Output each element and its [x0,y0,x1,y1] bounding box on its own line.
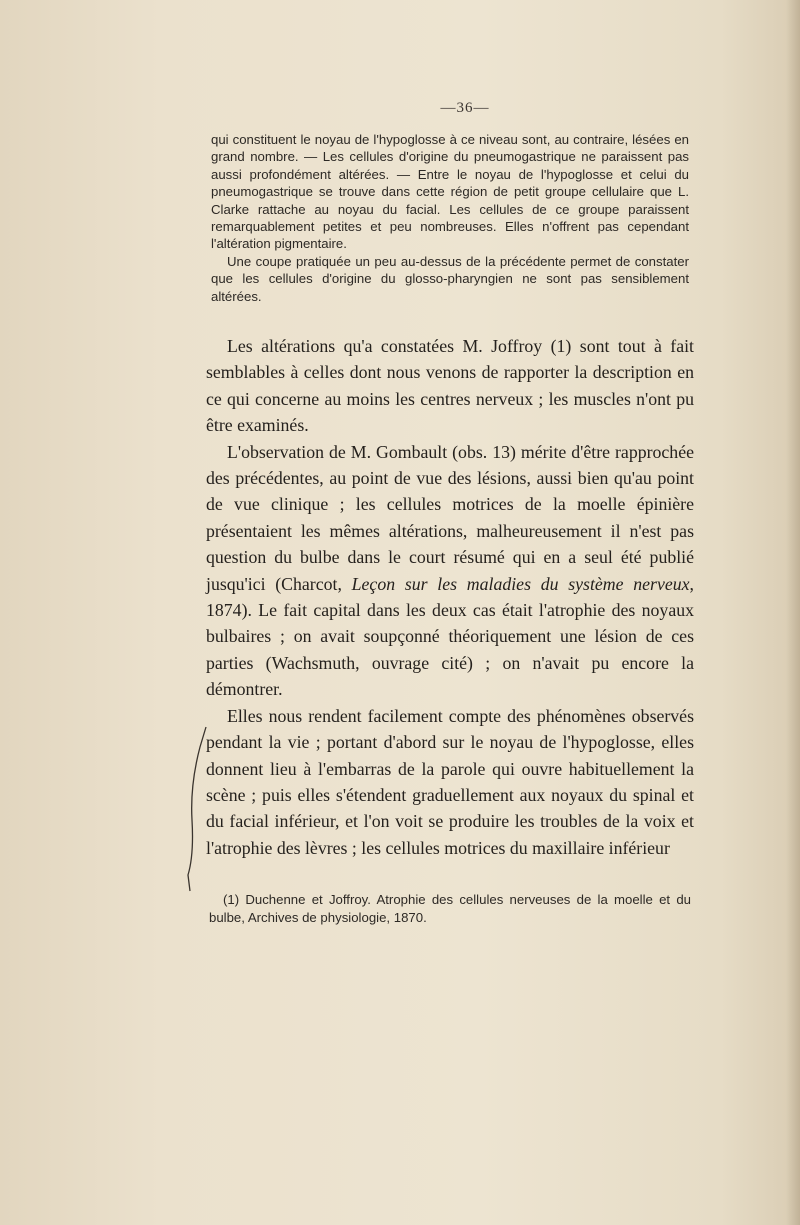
page-spine-shadow [786,0,800,1225]
cited-title: Leçon sur les maladies du système nerveux [351,573,690,594]
body-text: L'observation de M. Gombault (obs. 13) mérite d'être rapprochée des précédentes, au point de vue des lésions, aussi bien qu'au point de vue clinique ; les cellules motrices de la moelle épinière présentaient les mêmes altérations, malheureusement il n'est pas question du bulbe dans le court résumé qui en a seul été publié jusqu'ici (Charcot, [206,441,694,594]
main-text-block [206,333,694,861]
footnote [209,891,691,926]
margin-bracket-mark [186,725,210,895]
body-paragraph [206,439,694,703]
footnote-text: (1) Duchenne et Joffroy. Atrophie des cellules nerveuses de la moelle et du bulbe, Archives de physiologie, 1870. [209,892,691,925]
small-print-block [211,131,689,305]
body-text: , 1874). Le fait capital dans les deux cas était l'atrophie des noyaux bulbaires ; on avait soupçonné théoriquement une lésion de ces parties (Wachsmuth, ouvrage cité) ; on n'avait pu encore la démontrer. [206,573,694,700]
body-paragraph: Les altérations qu'a constatées M. Joffroy (1) sont tout à fait semblables à celles dont nous venons de rapporter la description en ce qui concerne au moins les centres nerveux ; les muscles n'ont pu être examinés. [206,336,694,436]
page-number: —36— [440,100,490,116]
small-paragraph: Une coupe pratiquée un peu au-dessus de la précédente permet de constater que les cellules d'origine du glosso-pharyngien ne sont pas sensiblement altérées. [211,253,689,304]
small-paragraph: qui constituent le noyau de l'hypoglosse à ce niveau sont, au contraire, lésées en grand nombre. — Les cellules d'origine du pneumogastrique ne paraissent pas aussi profondément altérées. — Entre le noyau de l'hypoglosse et celui du pneumogastrique se trouve dans cette région de petit groupe cellulaire que L. Clarke rattache au noyau du facial. Les cellules de ce groupe paraissent remarquablement petites et peu nombreuses. Elles n'offrent pas cependant l'altération pigmentaire. [211,132,689,252]
body-paragraph: Elles nous rendent facilement compte des phénomènes observés pendant la vie ; portant d'abord sur le noyau de l'hypoglosse, elles donnent lieu à l'embarras de la parole qui ouvre habituellement la scène ; puis elles s'étendent graduellement aux noyaux du spinal et du facial inférieur, et l'on voit se produire les troubles de la voix et l'atrophie des lèvres ; les cellules motrices du maxillaire inférieur [206,705,694,858]
